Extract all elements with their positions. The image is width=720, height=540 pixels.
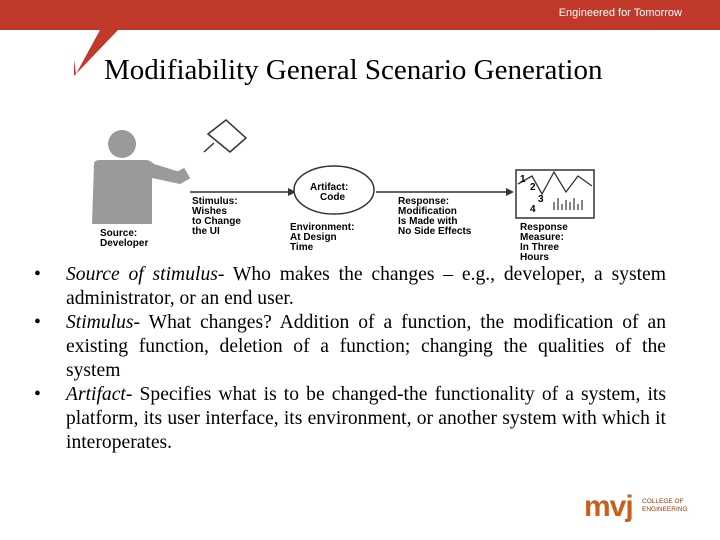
measure-number-3: 3 [538, 194, 544, 205]
college-logo [584, 490, 704, 530]
bullet-text: - Specifies what is to be changed-the functionality of a system, its platform, its user interface, its environment, or another system with which it interoperates. [66, 384, 666, 453]
bullet-term: Artifact [66, 384, 126, 405]
arrow-to-artifact [190, 188, 296, 196]
scenario-diagram [80, 112, 610, 262]
bullet-dot: • [34, 264, 41, 285]
bullet-text: - What changes? Addition of a function, the modification of an existing function, deletion of a function; changing the qualities of the system [66, 312, 666, 381]
response-measure-line-1: Measure: [520, 232, 564, 243]
bullet-term: Source of stimulus [66, 264, 218, 285]
response-line-2: Is Made with [398, 216, 458, 227]
stimulus-line-3: the UI [192, 226, 220, 237]
bullet-dot: • [34, 312, 41, 333]
logo-line-2: ENGINEERING [642, 506, 688, 513]
response-measure-heading: Response [520, 222, 568, 233]
bullet-dot: • [34, 384, 41, 405]
bullet-source-of-stimulus [34, 263, 666, 311]
environment-line-2: Time [290, 242, 314, 253]
artifact-text: Code [320, 192, 345, 203]
response-measure-line-3: Hours [520, 252, 549, 262]
bullet-artifact [34, 383, 666, 455]
response-measure-chart-icon [516, 170, 594, 218]
measure-number-2: 2 [530, 182, 536, 193]
response-line-1: Modification [398, 206, 457, 217]
artifact-heading: Artifact: [310, 182, 349, 193]
logo-line-1: COLLEGE OF [642, 498, 684, 505]
measure-number-1: 1 [520, 174, 526, 185]
bullet-stimulus [34, 311, 666, 383]
logo-mark: mvj [584, 490, 633, 523]
bullet-text: - Who makes the changes – e.g., developer, a system administrator, or an end user. [66, 264, 666, 309]
environment-line-1: At Design [290, 232, 337, 243]
source-heading: Source: [100, 228, 138, 239]
stimulus-line-2: to Change [192, 216, 241, 227]
response-line-3: No Side Effects [398, 226, 472, 237]
stimulus-line-1: Wishes [192, 206, 227, 217]
developer-figure-icon [92, 130, 190, 224]
bullet-list [34, 263, 666, 455]
stimulus-heading: Stimulus: [192, 196, 238, 207]
measure-number-4: 4 [530, 204, 536, 215]
header-tagline: Engineered for Tomorrow [558, 7, 682, 19]
slide-title: Modifiability General Scenario Generation [104, 54, 603, 86]
arrow-to-response [376, 188, 514, 196]
bullet-term: Stimulus [66, 312, 134, 333]
response-heading: Response: [398, 196, 450, 207]
environment-heading: Environment: [290, 222, 355, 233]
source-text: Developer [100, 238, 149, 249]
paper-icon [204, 120, 246, 152]
response-measure-line-2: In Three [520, 242, 559, 253]
